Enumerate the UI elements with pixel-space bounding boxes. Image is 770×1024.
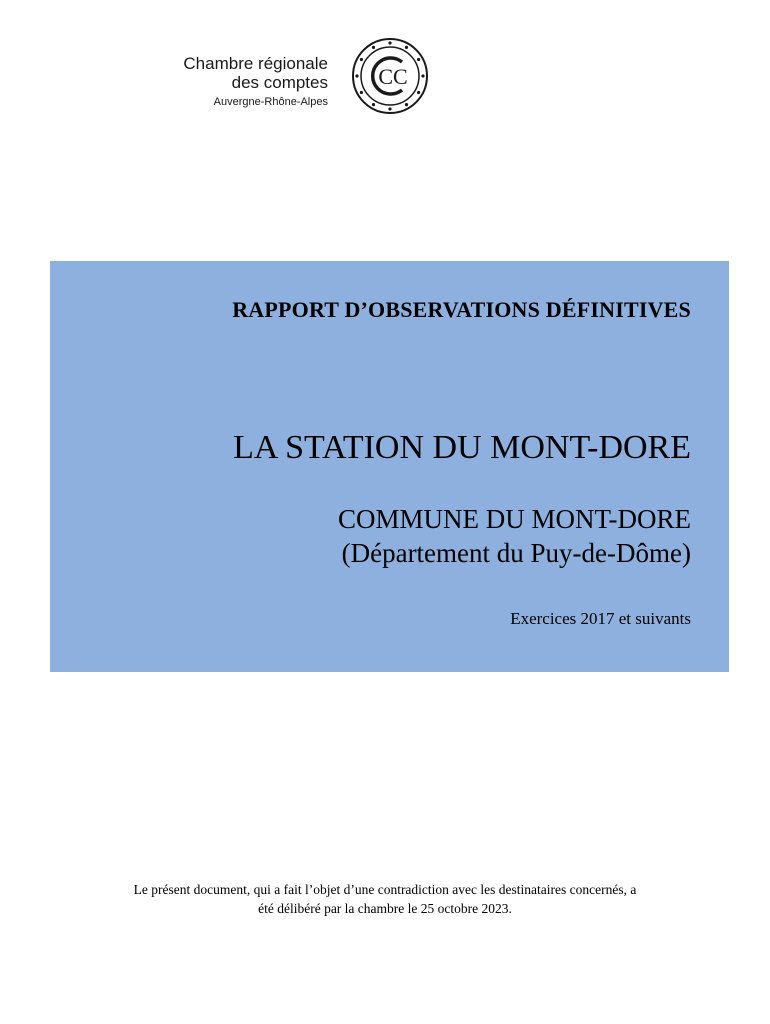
fiscal-period: Exercices 2017 et suivants	[510, 609, 691, 628]
deliberation-note	[60, 880, 710, 918]
cover-box	[50, 261, 729, 672]
ccomptes-seal-icon	[350, 36, 430, 116]
logo-line-3: Auvergne-Rhône-Alpes	[213, 96, 328, 108]
seal-letter: CC	[378, 64, 408, 89]
commune-name: COMMUNE DU MONT-DORE	[337, 504, 691, 534]
deliberation-note-line-2: été délibéré par la chambre le 25 octobre 2023.	[258, 901, 512, 916]
logo-line-1: Chambre régionale	[183, 54, 328, 73]
department-name: (Département du Puy-de-Dôme)	[341, 538, 691, 568]
report-type: RAPPORT D’OBSERVATIONS DÉFINITIVES	[232, 297, 691, 322]
chamber-logo	[160, 36, 430, 116]
deliberation-note-line-1: Le présent document, qui a fait l’objet d’une contradiction avec les destinataires concernés, a	[133, 882, 637, 897]
page-title: LA STATION DU MONT-DORE	[233, 429, 691, 466]
logo-line-2: des comptes	[231, 73, 328, 92]
logo-text	[183, 54, 328, 110]
